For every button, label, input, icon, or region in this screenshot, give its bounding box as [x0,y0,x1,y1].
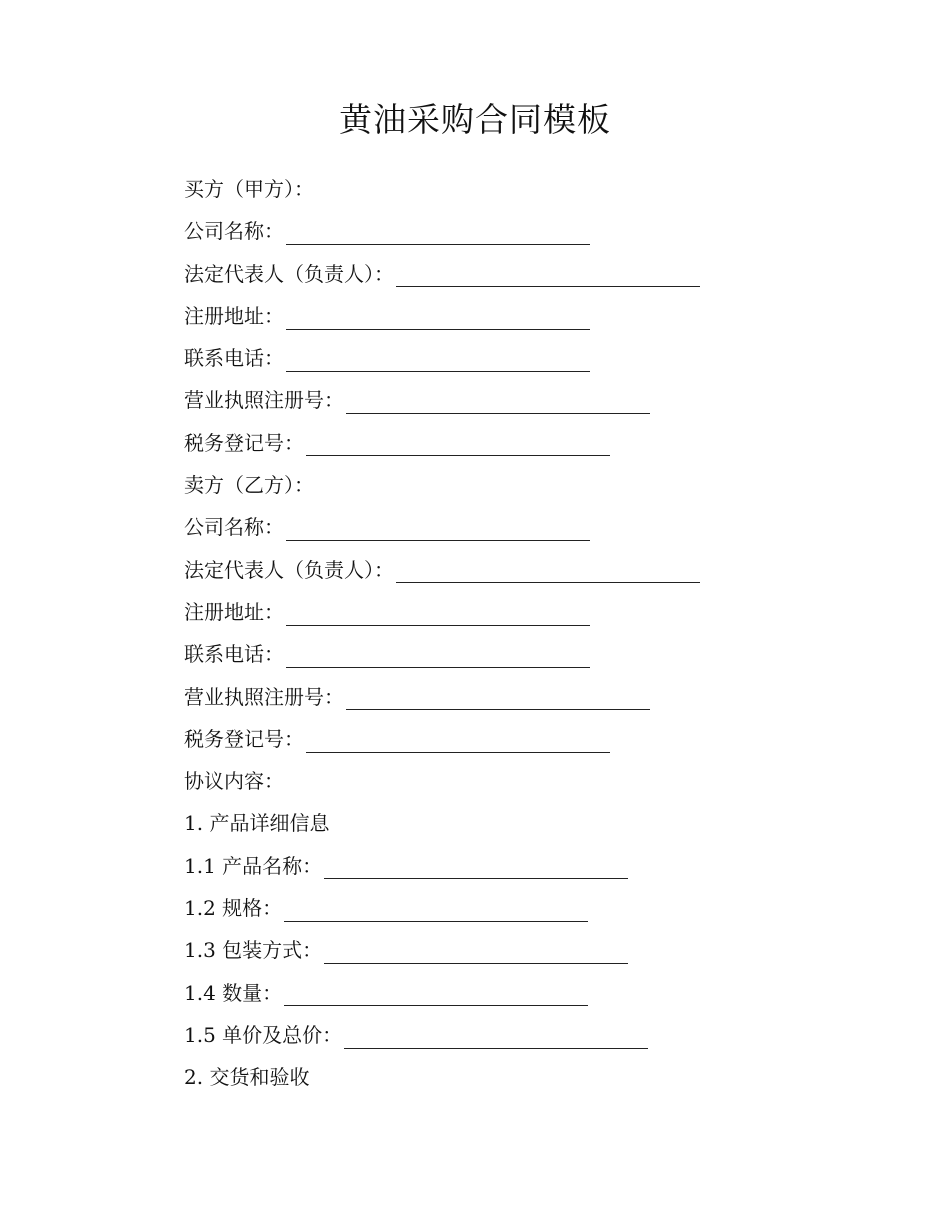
line-seller-heading [184,464,784,506]
line-label: 1.3 包装方式： [184,938,323,963]
line-seller-address [184,591,784,633]
line-label: 1.5 单价及总价： [184,1022,343,1047]
fill-in-blank[interactable] [396,264,700,287]
fill-in-blank[interactable] [286,349,590,372]
fill-in-blank[interactable] [286,603,590,626]
line-label: 营业执照注册号： [184,684,344,709]
fill-in-blank[interactable] [306,730,610,753]
line-label: 1. 产品详细信息 [184,811,330,836]
line-seller-legal-representative [184,549,784,591]
line-buyer-company-name [184,210,784,252]
line-label: 税务登记号： [184,430,304,455]
fill-in-blank[interactable] [344,1026,648,1049]
line-label: 注册地址： [184,303,284,328]
line-label: 注册地址： [184,599,284,624]
fill-in-blank[interactable] [286,518,590,541]
line-buyer-tax [184,422,784,464]
line-product-name [184,845,784,887]
line-label: 法定代表人（负责人）： [184,261,394,286]
fill-in-blank[interactable] [286,222,590,245]
line-label: 联系电话： [184,346,284,371]
line-label: 1.1 产品名称： [184,853,323,878]
line-specification [184,887,784,929]
line-quantity [184,972,784,1014]
fill-in-blank[interactable] [286,307,590,330]
fill-in-blank[interactable] [306,433,610,456]
fill-in-blank[interactable] [284,899,588,922]
line-label: 公司名称： [184,219,284,244]
contract-body [184,168,784,1099]
line-seller-phone [184,633,784,675]
line-label: 卖方（乙方）： [184,473,314,498]
line-buyer-license [184,379,784,421]
fill-in-blank[interactable] [286,645,590,668]
fill-in-blank[interactable] [324,856,628,879]
fill-in-blank[interactable] [346,391,650,414]
line-label: 营业执照注册号： [184,388,344,413]
line-label: 联系电话： [184,642,284,667]
line-packaging [184,929,784,971]
line-section-2 [184,1056,784,1098]
line-label: 2. 交货和验收 [184,1065,310,1090]
line-seller-tax [184,718,784,760]
line-buyer-address [184,295,784,337]
line-section-1 [184,802,784,844]
fill-in-blank[interactable] [396,560,700,583]
line-seller-license [184,676,784,718]
line-buyer-phone [184,337,784,379]
fill-in-blank[interactable] [346,687,650,710]
line-buyer-legal-representative [184,253,784,295]
fill-in-blank[interactable] [284,983,588,1006]
line-label: 1.4 数量： [184,980,283,1005]
line-price [184,1014,784,1056]
line-label: 公司名称： [184,515,284,540]
line-label: 买方（甲方）： [184,177,314,201]
line-buyer-heading [184,168,784,210]
line-label: 协议内容： [184,769,284,794]
fill-in-blank[interactable] [324,941,628,964]
line-label: 法定代表人（负责人）： [184,557,394,582]
line-seller-company-name [184,506,784,548]
document-title: 黄油采购合同模板 [339,100,611,139]
line-label: 1.2 规格： [184,896,283,921]
line-agreement-heading [184,760,784,802]
line-label: 税务登记号： [184,726,304,751]
